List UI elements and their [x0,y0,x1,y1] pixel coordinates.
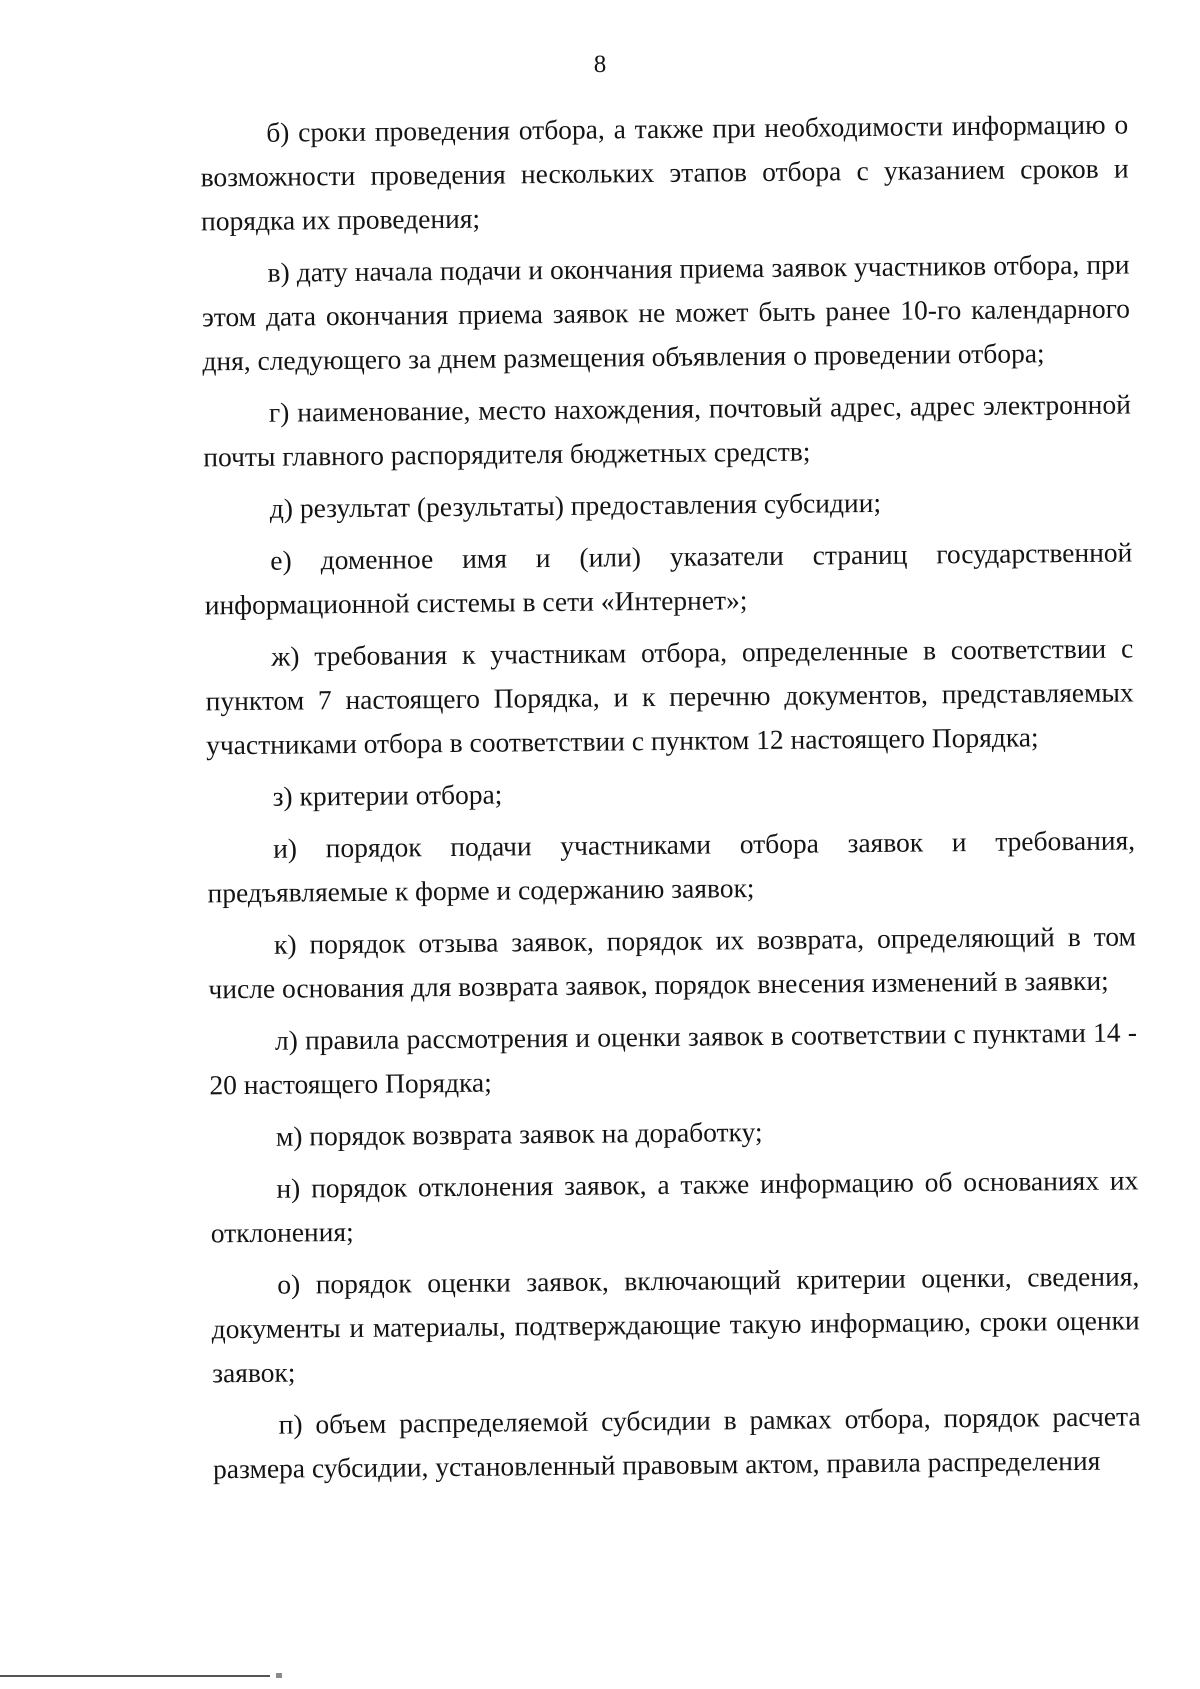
paragraph-k: к) порядок отзыва заявок, порядок их возврата, определяющий в том числе основания для возврата заявок, порядок внесения изменений в заявки; [208,920,1137,1005]
scan-edge-line [0,1675,270,1677]
paragraph-b: б) сроки проведения отбора, а также при необходимости информацию о возможности проведения нескольких этапов отбора с указанием сроков и порядка их проведения; [200,108,1129,237]
paragraph-e: е) доменное имя и (или) указатели страниц государственной информационной системы в сети «Интернет»; [204,536,1133,621]
paragraph-z: з) критерии отбора; [272,778,503,812]
document-body [200,102,1141,1499]
paragraph-p: п) объем распределяемой субсидии в рамках отбора, порядок расчета размера субсидии, установленный правовым актом, правила распределения [212,1400,1141,1485]
paragraph-v: в) дату начала подачи и окончания приема заявок участников отбора, при этом дата окончания приема заявок не может быть ранее 10-го календарного дня, следующего за днем размещения объявления о проведении отбора; [201,248,1131,377]
paragraph-g: г) наименование, место нахождения, почтовый адрес, адрес электронной почты главного распорядителя бюджетных средств; [203,388,1132,473]
paragraph-n: н) порядок отклонения заявок, а также информацию об основаниях их отклонения; [210,1164,1139,1249]
paragraph-i: и) порядок подачи участниками отбора заявок и требования, предъявляемые к форме и содержанию заявок; [207,824,1136,909]
paragraph-m: м) порядок возврата заявок на доработку; [275,1116,763,1152]
paragraph-o: о) порядок оценки заявок, включающий критерии оценки, сведения, документы и материалы, подтверждающие такую информацию, сроки оценки заявок; [211,1260,1140,1389]
paragraph-zh: ж) требования к участникам отбора, определенные в соответствии с пунктом 7 настоящего Порядка, и к перечню документов, представляемых участниками отбора в соответствии с пунктом 12 настоящего Порядка; [205,632,1134,761]
paragraph-l: л) правила рассмотрения и оценки заявок в соответствии с пунктами 14 - 20 настоящего Порядка; [209,1016,1138,1101]
scan-edge-mark [276,1673,282,1678]
paragraph-d: д) результат (результаты) предоставления субсидии; [269,486,882,524]
page-number: 8 [593,51,607,78]
